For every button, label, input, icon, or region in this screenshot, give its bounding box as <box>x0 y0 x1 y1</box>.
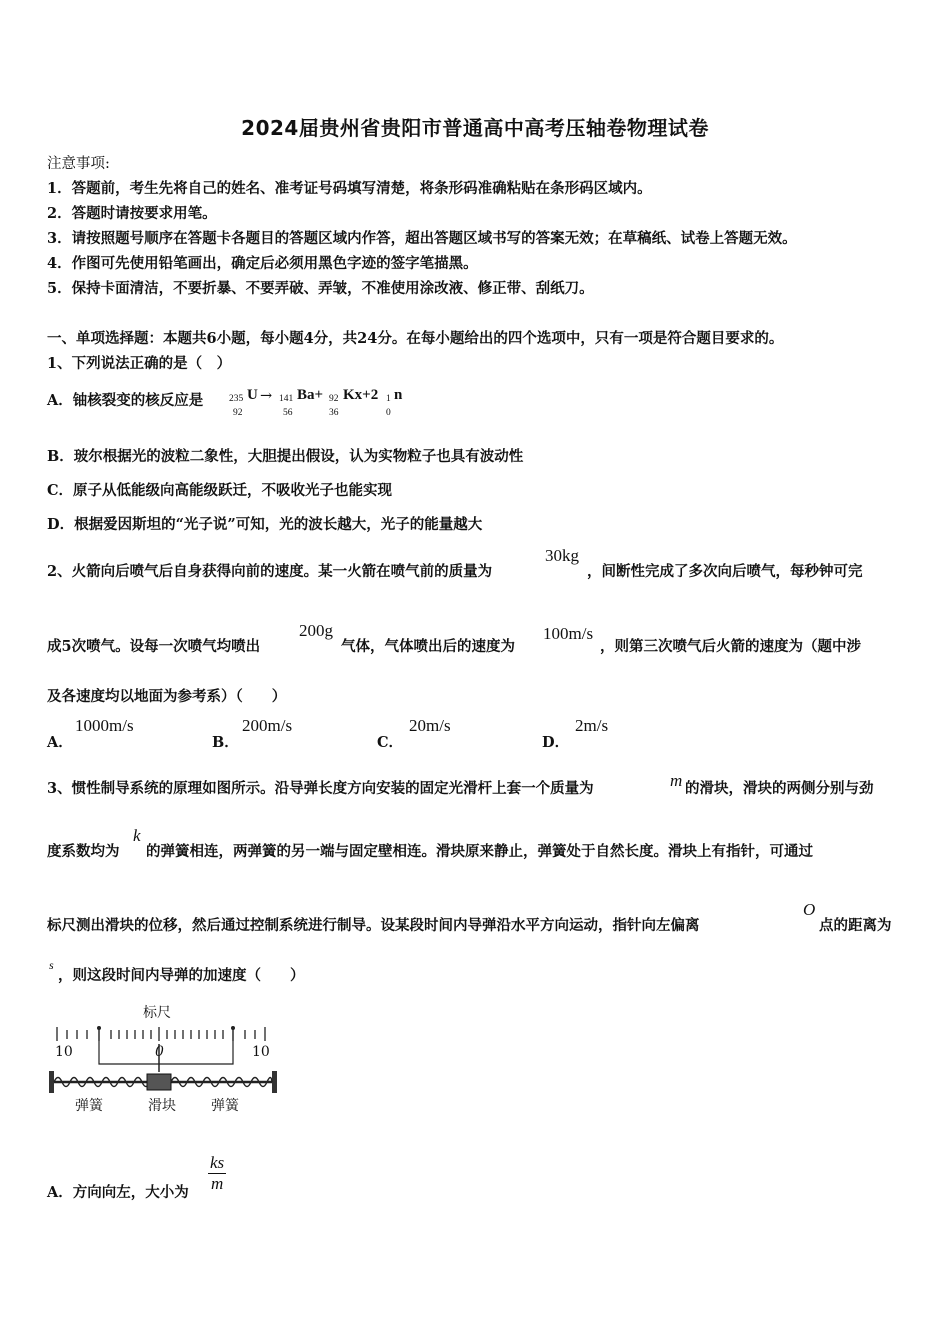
q3-line1-b: 的滑块，滑块的两侧分别与劲 <box>685 780 874 797</box>
notice-item: 3．请按照题号顺序在答题卡各题目的答题区域内作答，超出答题区域书写的答案无效；在草稿纸、试卷上答题无效。 <box>47 230 797 247</box>
notice-heading: 注意事项: <box>47 156 110 172</box>
q2-line2-b: 气体，气体喷出后的速度为 <box>341 638 515 655</box>
q2-option-b-label: B． <box>212 734 239 751</box>
q3-line4: ，则这段时间内导弹的加速度（ ） <box>58 967 305 984</box>
q3-option-a-fraction <box>208 1153 226 1194</box>
u-symbol: U <box>247 387 258 403</box>
nuclear-equation <box>229 386 419 422</box>
zero-mark: 0 <box>155 1044 164 1060</box>
q3-o-symbol: O <box>803 900 816 919</box>
notice-item: 2．答题时请按要求用笔。 <box>47 205 217 222</box>
notice-item: 1．答题前，考生先将自己的姓名、准考证号码填写清楚，将条形码准确粘贴在条形码区域内。 <box>47 180 652 197</box>
q3-line3-a: 标尺测出滑块的位移，然后通过控制系统进行制导。设某段时间内导弹沿水平方向运动，指针向左偏离 <box>47 917 700 934</box>
right-mark: 10 <box>252 1044 270 1060</box>
q3-line3-b: 点的距离为 <box>819 917 892 934</box>
q1-option-c: C．原子从低能级向高能级跃迁，不吸收光子也能实现 <box>47 482 393 499</box>
n-mass: 1 <box>386 394 391 404</box>
u-charge: 92 <box>233 408 243 418</box>
q2-option-c-label: C． <box>377 734 404 751</box>
q2-line2-a: 成5次喷气。设每一次喷气均喷出 <box>47 638 261 655</box>
page-title: 2024届贵州省贵阳市普通高中高考压轴卷物理试卷 <box>241 116 709 140</box>
q3-option-a: A．方向向左，大小为 <box>47 1184 189 1201</box>
q3-mass-symbol: m <box>670 771 683 790</box>
q1-option-a <box>47 389 203 410</box>
q1-option-a-text: A．铀核裂变的核反应是 <box>47 392 204 409</box>
q1-option-b: B．玻尔根据光的波粒二象性，大胆提出假设，认为实物粒子也具有波动性 <box>47 448 524 465</box>
section-heading: 一、单项选择题：本题共6小题，每小题4分，共24分。在每小题给出的四个选项中，只有一项是符合题目要求的。 <box>47 330 784 347</box>
left-wall <box>49 1071 54 1093</box>
q3-s-symbol: s <box>49 958 54 972</box>
q2-option-d-value: 2m/s <box>575 716 609 735</box>
q2-line1-b: ，间断性完成了多次向后喷气，每秒钟可完 <box>587 563 863 580</box>
u-mass: 235 <box>229 394 244 404</box>
q2-option-a-value: 1000m/s <box>75 716 134 735</box>
kr-mass: 92 <box>329 394 339 404</box>
q2-line3: 及各速度均以地面为参考系）（ ） <box>47 688 287 705</box>
kr-symbol: Kx+2 <box>343 387 379 403</box>
q2-option-d-label: D． <box>542 734 570 751</box>
fraction-numerator: ks <box>210 1153 225 1172</box>
q2-mass-value: 30kg <box>545 546 579 565</box>
slider-block <box>147 1074 171 1090</box>
notice-item: 4．作图可先使用铅笔画出，确定后必须用黑色字迹的签字笔描黑。 <box>47 255 478 272</box>
slider-label: 滑块 <box>148 1098 176 1114</box>
right-wall <box>272 1071 277 1093</box>
right-spring-label: 弹簧 <box>211 1098 239 1114</box>
q3-line2-b: 的弹簧相连，两弹簧的另一端与固定壁相连。滑块原来静止，弹簧处于自然长度。滑块上有指针，可通过 <box>146 843 813 860</box>
ba-mass: 141 <box>279 394 294 404</box>
q2-line2-c: ，则第三次喷气后火箭的速度为（题中涉 <box>600 638 861 655</box>
notice-item: 5．保持卡面清洁，不要折暴、不要弄破、弄皱，不准使用涂改液、修正带、刮纸刀。 <box>47 280 594 297</box>
scale-label: 标尺 <box>143 1005 171 1021</box>
fraction-denominator: m <box>210 1174 224 1193</box>
n-charge: 0 <box>386 408 391 418</box>
n-symbol: n <box>394 387 403 403</box>
q2-option-a-label: A． <box>47 734 73 751</box>
q2-speed-value: 100m/s <box>543 624 594 643</box>
q2-line1-a: 2、火箭向后喷气后自身获得向前的速度。某一火箭在喷气前的质量为 <box>47 563 493 580</box>
ba-charge: 56 <box>283 408 293 418</box>
inertial-guidance-figure <box>45 1000 285 1120</box>
q2-option-b-value: 200m/s <box>242 716 293 735</box>
kr-charge: 36 <box>329 408 339 418</box>
q3-line2-a: 度系数均为 <box>47 843 120 860</box>
left-mark: 10 <box>55 1044 73 1060</box>
q2-gas-value: 200g <box>299 621 333 640</box>
q3-k-symbol: k <box>133 826 141 845</box>
q1-option-d: D．根据爱因斯坦的“光子说”可知，光的波长越大，光子的能量越大 <box>47 516 483 533</box>
q2-option-c-value: 20m/s <box>409 716 451 735</box>
arrow-symbol: → <box>260 388 273 404</box>
ba-symbol: Ba+ <box>297 387 324 403</box>
q1-stem: 1、下列说法正确的是（ ） <box>47 355 232 372</box>
q3-line1-a: 3、惯性制导系统的原理如图所示。沿导弹长度方向安装的固定光滑杆上套一个质量为 <box>47 780 594 797</box>
left-spring-label: 弹簧 <box>75 1098 103 1114</box>
